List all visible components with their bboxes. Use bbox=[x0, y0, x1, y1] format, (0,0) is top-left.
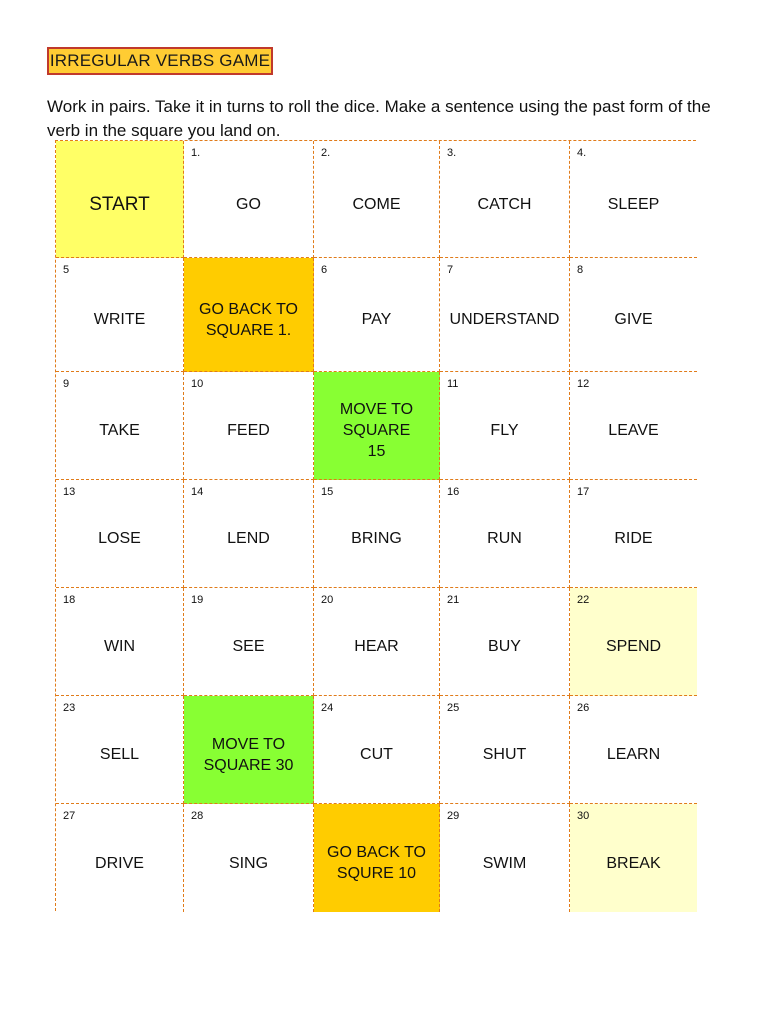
board-square bbox=[184, 588, 314, 696]
square-number: 26 bbox=[577, 702, 590, 714]
board-square bbox=[184, 141, 314, 258]
square-number: 5 bbox=[63, 264, 70, 276]
square-number: 2. bbox=[321, 147, 331, 159]
square-verb: WIN bbox=[103, 638, 136, 655]
square-number: 15 bbox=[321, 486, 334, 498]
square-verb: LEAVE bbox=[608, 422, 659, 439]
square-verb: LOSE bbox=[98, 530, 141, 547]
square-verb: RUN bbox=[487, 530, 522, 547]
board-square bbox=[184, 696, 314, 804]
square-number: 4. bbox=[577, 147, 587, 159]
square-verb: START bbox=[89, 193, 150, 215]
square-verb: FLY bbox=[490, 422, 519, 439]
square-verb: GIVE bbox=[614, 311, 653, 328]
square-verb: SING bbox=[228, 854, 269, 872]
square-number: 30 bbox=[577, 810, 590, 822]
square-verb: GO BACK TO SQUARE 1. bbox=[199, 300, 298, 339]
board-square bbox=[56, 480, 184, 588]
square-verb: DRIVE bbox=[95, 854, 144, 872]
square-number: 23 bbox=[63, 702, 76, 714]
square-number: 13 bbox=[63, 486, 76, 498]
game-board bbox=[55, 140, 696, 911]
square-verb: PAY bbox=[361, 311, 392, 328]
board-square bbox=[440, 141, 570, 258]
board-square bbox=[314, 141, 440, 258]
board-square bbox=[314, 372, 440, 480]
square-verb: SPEND bbox=[605, 638, 662, 655]
square-number: 17 bbox=[577, 486, 590, 498]
square-number: 18 bbox=[63, 594, 76, 606]
board-square bbox=[570, 141, 697, 258]
square-verb: BUY bbox=[488, 638, 521, 655]
board-square bbox=[184, 480, 314, 588]
square-number: 12 bbox=[577, 378, 590, 390]
board-square bbox=[440, 372, 570, 480]
square-number: 27 bbox=[63, 810, 76, 822]
square-verb: CATCH bbox=[477, 195, 532, 213]
instructions-text: Work in pairs. Take it in turns to roll the dice. Make a sentence using the past form of the verb in the square you land on. bbox=[47, 97, 711, 140]
square-verb: SEE bbox=[232, 638, 265, 655]
square-verb: BREAK bbox=[606, 854, 661, 872]
square-verb: WRITE bbox=[93, 311, 146, 328]
square-number: 14 bbox=[191, 486, 204, 498]
board-square bbox=[570, 480, 697, 588]
square-number: 10 bbox=[191, 378, 204, 390]
board-square bbox=[314, 480, 440, 588]
board-square bbox=[570, 258, 697, 372]
square-verb: UNDERSTAND bbox=[449, 311, 560, 328]
board-square bbox=[56, 372, 184, 480]
board-square bbox=[56, 141, 184, 258]
square-number: 24 bbox=[321, 702, 334, 714]
square-verb: LEARN bbox=[606, 746, 661, 763]
square-number: 22 bbox=[577, 594, 590, 606]
square-verb: SELL bbox=[99, 746, 140, 763]
board-square bbox=[184, 258, 314, 372]
square-verb: HEAR bbox=[354, 638, 399, 655]
board-square bbox=[56, 696, 184, 804]
board-square bbox=[56, 588, 184, 696]
square-number: 3. bbox=[447, 147, 457, 159]
square-verb: MOVE TO SQUARE 15 bbox=[339, 401, 414, 460]
page-title: IRREGULAR VERBS GAME bbox=[47, 47, 273, 75]
board-square bbox=[440, 258, 570, 372]
square-verb: GO BACK TO SQURE 10 bbox=[327, 844, 426, 882]
square-verb: BRING bbox=[351, 530, 402, 547]
square-verb: TAKE bbox=[99, 422, 140, 439]
square-number: 6 bbox=[321, 264, 328, 276]
square-number: 11 bbox=[447, 378, 459, 390]
square-number: 29 bbox=[447, 810, 460, 822]
square-number: 20 bbox=[321, 594, 334, 606]
square-verb: GO bbox=[236, 195, 261, 213]
board-square bbox=[440, 696, 570, 804]
board-square bbox=[314, 804, 440, 912]
square-number: 16 bbox=[447, 486, 460, 498]
board-square bbox=[314, 258, 440, 372]
square-verb: SHUT bbox=[482, 746, 527, 763]
square-verb: COME bbox=[352, 195, 401, 213]
square-verb: MOVE TO SQUARE 30 bbox=[203, 735, 294, 774]
board-square bbox=[314, 588, 440, 696]
square-verb: CUT bbox=[360, 746, 393, 763]
board-square bbox=[440, 480, 570, 588]
square-number: 1. bbox=[191, 147, 201, 159]
square-number: 19 bbox=[191, 594, 204, 606]
board-square bbox=[56, 804, 184, 912]
board-square bbox=[570, 588, 697, 696]
board-square bbox=[184, 372, 314, 480]
square-number: 28 bbox=[191, 810, 204, 822]
board-square bbox=[570, 372, 697, 480]
board-square bbox=[56, 258, 184, 372]
board-square bbox=[184, 804, 314, 912]
square-verb: SLEEP bbox=[607, 195, 660, 213]
square-number: 7 bbox=[447, 264, 454, 276]
board-square bbox=[570, 804, 697, 912]
board-square bbox=[314, 696, 440, 804]
square-number: 8 bbox=[577, 264, 584, 276]
board-square bbox=[440, 588, 570, 696]
square-number: 25 bbox=[447, 702, 460, 714]
square-number: 21 bbox=[447, 594, 460, 606]
square-verb: RIDE bbox=[614, 530, 653, 547]
board-square bbox=[440, 804, 570, 912]
square-verb: LEND bbox=[227, 530, 270, 547]
square-verb: FEED bbox=[227, 422, 270, 439]
square-verb: SWIM bbox=[482, 854, 527, 872]
square-number: 9 bbox=[63, 378, 70, 390]
board-square bbox=[570, 696, 697, 804]
